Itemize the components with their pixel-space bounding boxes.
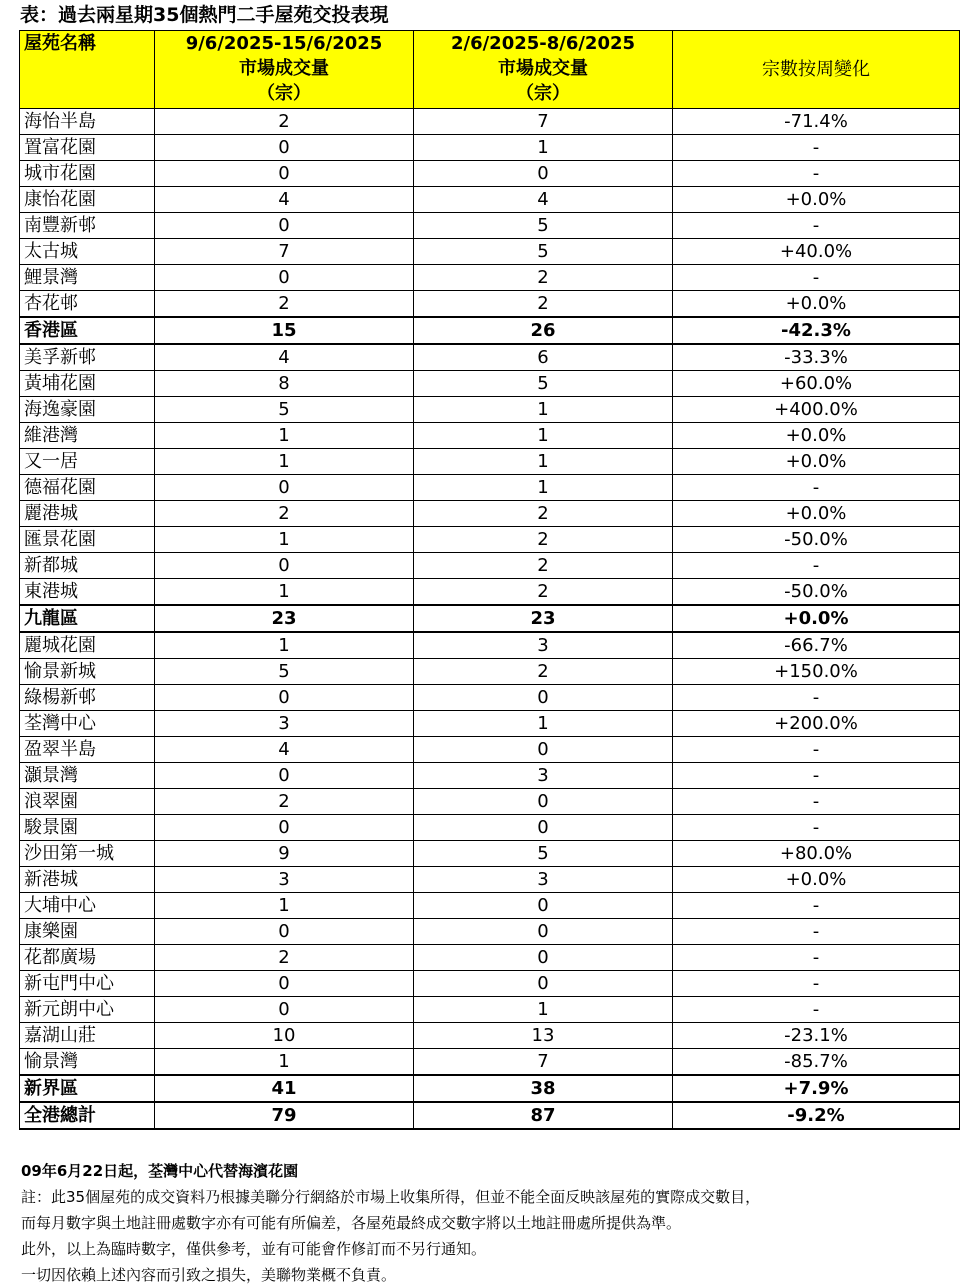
table-row xyxy=(20,1023,960,1049)
header-week1 xyxy=(155,31,414,109)
weekly-change-cell: +80.0% xyxy=(673,841,960,867)
estate-name-cell: 全港總計 xyxy=(20,1102,155,1129)
weekly-change-cell: -50.0% xyxy=(673,527,960,553)
weekly-change-cell: -42.3% xyxy=(673,317,960,344)
table-row xyxy=(20,501,960,527)
estate-name-cell: 太古城 xyxy=(20,239,155,265)
week1-volume-cell: 0 xyxy=(155,815,414,841)
estate-name-cell: 盈翠半島 xyxy=(20,737,155,763)
weekly-change-cell: +60.0% xyxy=(673,371,960,397)
note-disclaimer-3: 此外，以上為臨時數字，僅供參考，並有可能會作修訂而不另行通知。 xyxy=(21,1240,487,1258)
estate-name-cell: 康樂園 xyxy=(20,919,155,945)
table-row xyxy=(20,397,960,423)
table-row xyxy=(20,344,960,371)
header-week1-unit: （宗） xyxy=(257,83,311,104)
week1-volume-cell: 0 xyxy=(155,475,414,501)
estate-name-cell: 花都廣場 xyxy=(20,945,155,971)
estate-name-cell: 九龍區 xyxy=(20,605,155,632)
header-week1-label: 市場成交量 xyxy=(239,58,329,79)
subtotal-row xyxy=(20,605,960,632)
week2-volume-cell: 1 xyxy=(414,475,673,501)
week2-volume-cell: 2 xyxy=(414,527,673,553)
table-row xyxy=(20,685,960,711)
week1-volume-cell: 79 xyxy=(155,1102,414,1129)
weekly-change-cell: - xyxy=(673,553,960,579)
week1-volume-cell: 10 xyxy=(155,1023,414,1049)
header-weekly-change: 宗數按周變化 xyxy=(673,31,960,109)
week1-volume-cell: 1 xyxy=(155,449,414,475)
week1-volume-cell: 4 xyxy=(155,737,414,763)
estate-name-cell: 愉景灣 xyxy=(20,1049,155,1076)
estate-name-cell: 匯景花園 xyxy=(20,527,155,553)
estate-name-cell: 綠楊新邨 xyxy=(20,685,155,711)
note-disclaimer-4: 一切因依賴上述內容而引致之損失，美聯物業概不負責。 xyxy=(21,1266,397,1284)
week2-volume-cell: 3 xyxy=(414,763,673,789)
week1-volume-cell: 7 xyxy=(155,239,414,265)
estate-name-cell: 海逸豪園 xyxy=(20,397,155,423)
weekly-change-cell: -9.2% xyxy=(673,1102,960,1129)
weekly-change-cell: - xyxy=(673,789,960,815)
table-row xyxy=(20,213,960,239)
week1-volume-cell: 0 xyxy=(155,135,414,161)
week1-volume-cell: 0 xyxy=(155,971,414,997)
table-row xyxy=(20,632,960,659)
week2-volume-cell: 0 xyxy=(414,893,673,919)
weekly-change-cell: - xyxy=(673,737,960,763)
estate-name-cell: 又一居 xyxy=(20,449,155,475)
header-week2-date: 2/6/2025-8/6/2025 xyxy=(450,33,636,54)
table-row xyxy=(20,867,960,893)
table-row xyxy=(20,553,960,579)
header-week1-date: 9/6/2025-15/6/2025 xyxy=(185,33,383,54)
estate-name-cell: 新港城 xyxy=(20,867,155,893)
table-row xyxy=(20,659,960,685)
week2-volume-cell: 0 xyxy=(414,815,673,841)
weekly-change-cell: - xyxy=(673,893,960,919)
weekly-change-cell: +0.0% xyxy=(673,423,960,449)
week1-volume-cell: 5 xyxy=(155,659,414,685)
weekly-change-cell: +0.0% xyxy=(673,867,960,893)
week1-volume-cell: 3 xyxy=(155,711,414,737)
week2-volume-cell: 7 xyxy=(414,1049,673,1076)
table-row xyxy=(20,841,960,867)
estate-name-cell: 新都城 xyxy=(20,553,155,579)
weekly-change-cell: - xyxy=(673,685,960,711)
weekly-change-cell: +7.9% xyxy=(673,1075,960,1102)
week1-volume-cell: 4 xyxy=(155,344,414,371)
week1-volume-cell: 0 xyxy=(155,685,414,711)
weekly-change-cell: +0.0% xyxy=(673,605,960,632)
week1-volume-cell: 1 xyxy=(155,579,414,606)
week1-volume-cell: 1 xyxy=(155,423,414,449)
week1-volume-cell: 1 xyxy=(155,527,414,553)
estate-name-cell: 東港城 xyxy=(20,579,155,606)
table-row xyxy=(20,711,960,737)
week1-volume-cell: 0 xyxy=(155,763,414,789)
estate-name-cell: 嘉湖山莊 xyxy=(20,1023,155,1049)
estate-name-cell: 沙田第一城 xyxy=(20,841,155,867)
week1-volume-cell: 1 xyxy=(155,893,414,919)
week1-volume-cell: 8 xyxy=(155,371,414,397)
weekly-change-cell: -50.0% xyxy=(673,579,960,606)
weekly-change-cell: +0.0% xyxy=(673,187,960,213)
week1-volume-cell: 23 xyxy=(155,605,414,632)
estate-name-cell: 海怡半島 xyxy=(20,109,155,135)
week2-volume-cell: 1 xyxy=(414,449,673,475)
table-row xyxy=(20,135,960,161)
table-row xyxy=(20,971,960,997)
estate-name-cell: 新元朗中心 xyxy=(20,997,155,1023)
estate-name-cell: 南豐新邨 xyxy=(20,213,155,239)
week1-volume-cell: 3 xyxy=(155,867,414,893)
week2-volume-cell: 2 xyxy=(414,553,673,579)
table-row xyxy=(20,161,960,187)
week2-volume-cell: 3 xyxy=(414,867,673,893)
weekly-change-cell: - xyxy=(673,919,960,945)
weekly-change-cell: +200.0% xyxy=(673,711,960,737)
table-row xyxy=(20,239,960,265)
week2-volume-cell: 2 xyxy=(414,291,673,318)
table-row xyxy=(20,187,960,213)
week2-volume-cell: 1 xyxy=(414,711,673,737)
week1-volume-cell: 0 xyxy=(155,919,414,945)
weekly-change-cell: +40.0% xyxy=(673,239,960,265)
weekly-change-cell: +0.0% xyxy=(673,449,960,475)
estate-name-cell: 新界區 xyxy=(20,1075,155,1102)
table-row xyxy=(20,527,960,553)
week2-volume-cell: 0 xyxy=(414,685,673,711)
weekly-change-cell: -33.3% xyxy=(673,344,960,371)
estate-name-cell: 荃灣中心 xyxy=(20,711,155,737)
week2-volume-cell: 0 xyxy=(414,737,673,763)
subtotal-row xyxy=(20,1075,960,1102)
week1-volume-cell: 0 xyxy=(155,553,414,579)
table-row xyxy=(20,291,960,318)
header-estate-name: 屋苑名稱 xyxy=(20,31,155,109)
week1-volume-cell: 0 xyxy=(155,997,414,1023)
weekly-change-cell: -23.1% xyxy=(673,1023,960,1049)
week2-volume-cell: 26 xyxy=(414,317,673,344)
estate-name-cell: 浪翠園 xyxy=(20,789,155,815)
estate-name-cell: 麗港城 xyxy=(20,501,155,527)
week2-volume-cell: 87 xyxy=(414,1102,673,1129)
estate-name-cell: 置富花園 xyxy=(20,135,155,161)
footnotes xyxy=(21,1158,760,1288)
week1-volume-cell: 2 xyxy=(155,109,414,135)
table-row xyxy=(20,789,960,815)
week2-volume-cell: 13 xyxy=(414,1023,673,1049)
estate-name-cell: 麗城花園 xyxy=(20,632,155,659)
weekly-change-cell: - xyxy=(673,135,960,161)
week1-volume-cell: 2 xyxy=(155,501,414,527)
table-row xyxy=(20,893,960,919)
estate-name-cell: 駿景園 xyxy=(20,815,155,841)
table-row xyxy=(20,945,960,971)
week2-volume-cell: 2 xyxy=(414,579,673,606)
table-row xyxy=(20,815,960,841)
week2-volume-cell: 4 xyxy=(414,187,673,213)
week2-volume-cell: 3 xyxy=(414,632,673,659)
estate-name-cell: 新屯門中心 xyxy=(20,971,155,997)
estate-name-cell: 杏花邨 xyxy=(20,291,155,318)
week1-volume-cell: 5 xyxy=(155,397,414,423)
week2-volume-cell: 5 xyxy=(414,213,673,239)
week2-volume-cell: 5 xyxy=(414,371,673,397)
table-row xyxy=(20,763,960,789)
weekly-change-cell: +0.0% xyxy=(673,291,960,318)
week1-volume-cell: 2 xyxy=(155,789,414,815)
estate-name-cell: 大埔中心 xyxy=(20,893,155,919)
week1-volume-cell: 1 xyxy=(155,1049,414,1076)
week2-volume-cell: 5 xyxy=(414,841,673,867)
table-row xyxy=(20,579,960,606)
note-replacement: 09年6月22日起，荃灣中心代替海濱花園 xyxy=(21,1162,299,1180)
weekly-change-cell: - xyxy=(673,265,960,291)
subtotal-row xyxy=(20,1102,960,1129)
week2-volume-cell: 2 xyxy=(414,659,673,685)
weekly-change-cell: - xyxy=(673,763,960,789)
week2-volume-cell: 38 xyxy=(414,1075,673,1102)
table-row xyxy=(20,475,960,501)
week1-volume-cell: 41 xyxy=(155,1075,414,1102)
estate-name-cell: 城市花園 xyxy=(20,161,155,187)
weekly-change-cell: - xyxy=(673,971,960,997)
week1-volume-cell: 2 xyxy=(155,945,414,971)
estate-name-cell: 維港灣 xyxy=(20,423,155,449)
estate-name-cell: 康怡花園 xyxy=(20,187,155,213)
weekly-change-cell: +0.0% xyxy=(673,501,960,527)
week2-volume-cell: 0 xyxy=(414,789,673,815)
table-row xyxy=(20,1049,960,1076)
estate-name-cell: 愉景新城 xyxy=(20,659,155,685)
table-row xyxy=(20,919,960,945)
week1-volume-cell: 1 xyxy=(155,632,414,659)
estate-name-cell: 德福花園 xyxy=(20,475,155,501)
weekly-change-cell: - xyxy=(673,161,960,187)
weekly-change-cell: +400.0% xyxy=(673,397,960,423)
table-row xyxy=(20,109,960,135)
transaction-table xyxy=(19,30,960,1130)
week2-volume-cell: 1 xyxy=(414,135,673,161)
header-row xyxy=(20,31,960,109)
week2-volume-cell: 6 xyxy=(414,344,673,371)
week2-volume-cell: 5 xyxy=(414,239,673,265)
header-week2-label: 市場成交量 xyxy=(498,58,588,79)
table-row xyxy=(20,737,960,763)
week2-volume-cell: 0 xyxy=(414,161,673,187)
week2-volume-cell: 23 xyxy=(414,605,673,632)
week2-volume-cell: 1 xyxy=(414,423,673,449)
week2-volume-cell: 0 xyxy=(414,919,673,945)
estate-name-cell: 香港區 xyxy=(20,317,155,344)
table-row xyxy=(20,997,960,1023)
weekly-change-cell: -71.4% xyxy=(673,109,960,135)
weekly-change-cell: -85.7% xyxy=(673,1049,960,1076)
week2-volume-cell: 7 xyxy=(414,109,673,135)
estate-name-cell: 灝景灣 xyxy=(20,763,155,789)
table-body xyxy=(20,109,960,1130)
table-title: 表：過去兩星期35個熱門二手屋苑交投表現 xyxy=(20,4,389,26)
week1-volume-cell: 2 xyxy=(155,291,414,318)
weekly-change-cell: - xyxy=(673,997,960,1023)
week1-volume-cell: 15 xyxy=(155,317,414,344)
week2-volume-cell: 1 xyxy=(414,397,673,423)
weekly-change-cell: +150.0% xyxy=(673,659,960,685)
week2-volume-cell: 2 xyxy=(414,501,673,527)
table-row xyxy=(20,423,960,449)
week2-volume-cell: 2 xyxy=(414,265,673,291)
week2-volume-cell: 0 xyxy=(414,971,673,997)
week1-volume-cell: 9 xyxy=(155,841,414,867)
week1-volume-cell: 0 xyxy=(155,161,414,187)
table-row xyxy=(20,371,960,397)
week2-volume-cell: 1 xyxy=(414,997,673,1023)
subtotal-row xyxy=(20,317,960,344)
header-week2-unit: （宗） xyxy=(516,83,570,104)
weekly-change-cell: - xyxy=(673,815,960,841)
weekly-change-cell: -66.7% xyxy=(673,632,960,659)
weekly-change-cell: - xyxy=(673,475,960,501)
weekly-change-cell: - xyxy=(673,213,960,239)
header-week2 xyxy=(414,31,673,109)
week1-volume-cell: 0 xyxy=(155,213,414,239)
week1-volume-cell: 4 xyxy=(155,187,414,213)
week2-volume-cell: 0 xyxy=(414,945,673,971)
week1-volume-cell: 0 xyxy=(155,265,414,291)
weekly-change-cell: - xyxy=(673,945,960,971)
table-row xyxy=(20,265,960,291)
note-disclaimer-2: 而每月數字與土地註冊處數字亦有可能有所偏差，各屋苑最終成交數字將以土地註冊處所提供為準。 xyxy=(21,1214,682,1232)
note-disclaimer-1: 註：此35個屋苑的成交資料乃根據美聯分行網絡於市場上收集所得，但並不能全面反映該屋苑的實際成交數目， xyxy=(21,1188,761,1206)
estate-name-cell: 黃埔花園 xyxy=(20,371,155,397)
estate-name-cell: 美孚新邨 xyxy=(20,344,155,371)
estate-name-cell: 鯉景灣 xyxy=(20,265,155,291)
table-row xyxy=(20,449,960,475)
